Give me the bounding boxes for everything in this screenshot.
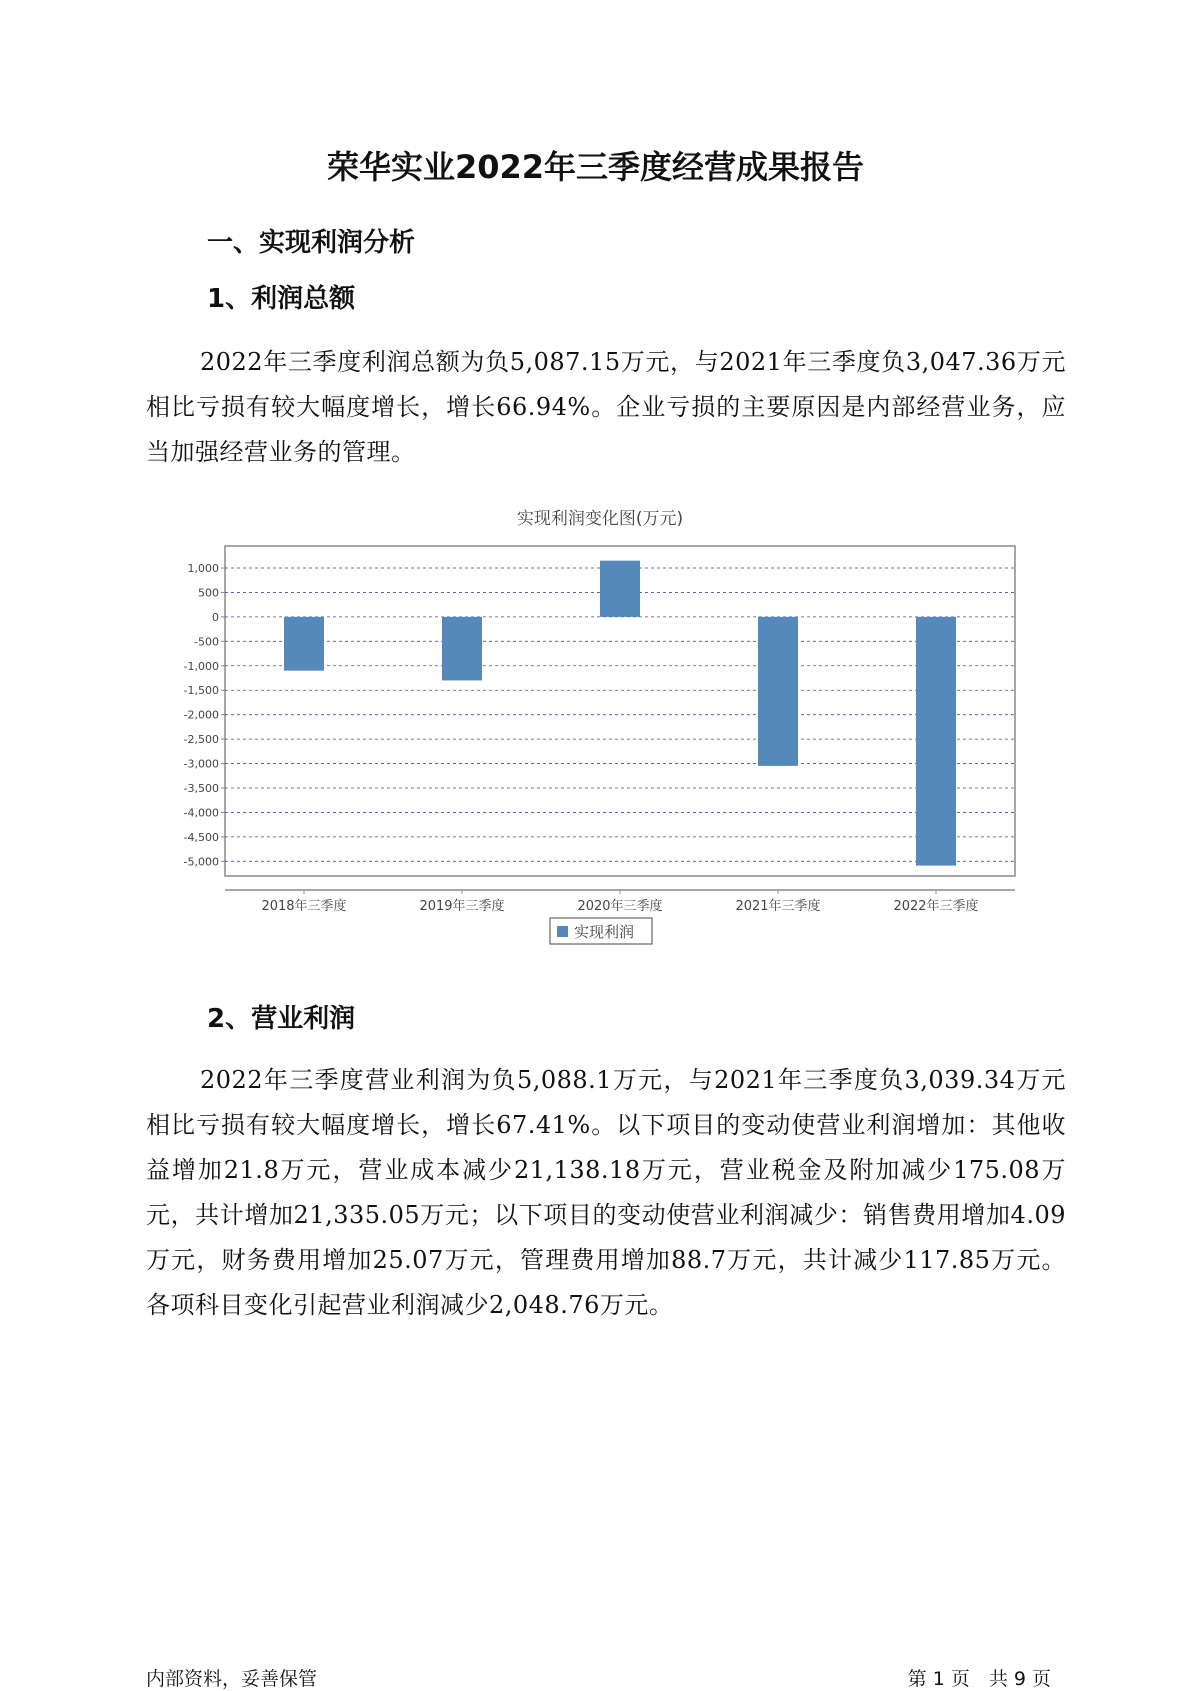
x-tick-label: 2018年三季度 (261, 899, 347, 914)
y-tick-label: -1,500 (183, 684, 219, 698)
y-tick-label: 0 (212, 610, 219, 624)
y-tick-label: -3,500 (183, 782, 219, 795)
y-tick-label: 1,000 (187, 562, 219, 575)
footer-confidential-note: 内部资料，妥善保管 (146, 1668, 318, 1690)
x-tick-label: 2019年三季度 (419, 899, 505, 914)
bar (600, 561, 640, 617)
y-tick-label: -1,000 (183, 659, 219, 673)
section-heading-profit-analysis: 一、实现利润分析 (207, 228, 416, 258)
bar (758, 617, 798, 766)
y-tick-label: -500 (194, 635, 219, 649)
paragraph-total-profit: 2022年三季度利润总额为负5,087.15万元，与2021年三季度负3,047.36万元相比亏损有较大幅度增长，增长66.94%。企业亏损的主要原因是内部经营业务，应当加强经营业务的管理。 (146, 348, 1066, 466)
document-title: 荣华实业2022年三季度经营成果报告 (326, 148, 865, 186)
y-tick-label: -4,500 (183, 830, 219, 844)
footer-page-number: 第 1 页 共 9 页 (907, 1668, 1051, 1690)
y-tick-label: -2,500 (183, 733, 219, 747)
y-tick-label: -2,000 (183, 708, 219, 722)
y-tick-label: -5,000 (183, 855, 219, 869)
subsection-heading-total-profit: 1、利润总额 (207, 284, 356, 314)
bar (916, 617, 956, 866)
y-tick-label: 500 (198, 586, 219, 600)
chart-title: 实现利润变化图(万元) (516, 509, 684, 529)
profit-change-chart (170, 498, 1030, 958)
paragraph-operating-profit: 2022年三季度营业利润为负5,088.1万元，与2021年三季度负3,039.34万元相比亏损有较大幅度增长，增长67.41%。以下项目的变动使营业利润增加：其他收益增加21.8万元，营业成本减少21,138.18万元，营业税金及附加减少175.08万元，共计增加21,335.05万元；以下项目的变动使营业利润减少：销售费用增加4.09万元，财务费用增加25.07万元，管理费用增加88.7万元，共计减少117.85万元。各项科目变化引起营业利润减少2,048.76万元。 (146, 1066, 1066, 1319)
chart-legend (550, 918, 652, 944)
legend-swatch (557, 926, 568, 937)
y-tick-label: -3,000 (183, 757, 219, 771)
subsection-heading-operating-profit: 2、营业利润 (207, 1004, 356, 1034)
x-tick-label: 2022年三季度 (893, 899, 979, 914)
x-tick-label: 2021年三季度 (735, 899, 821, 914)
bar (442, 617, 482, 681)
y-tick-label: -4,000 (183, 806, 219, 820)
legend-label: 实现利润 (574, 923, 635, 941)
bar (284, 617, 324, 671)
x-tick-label: 2020年三季度 (577, 899, 663, 914)
